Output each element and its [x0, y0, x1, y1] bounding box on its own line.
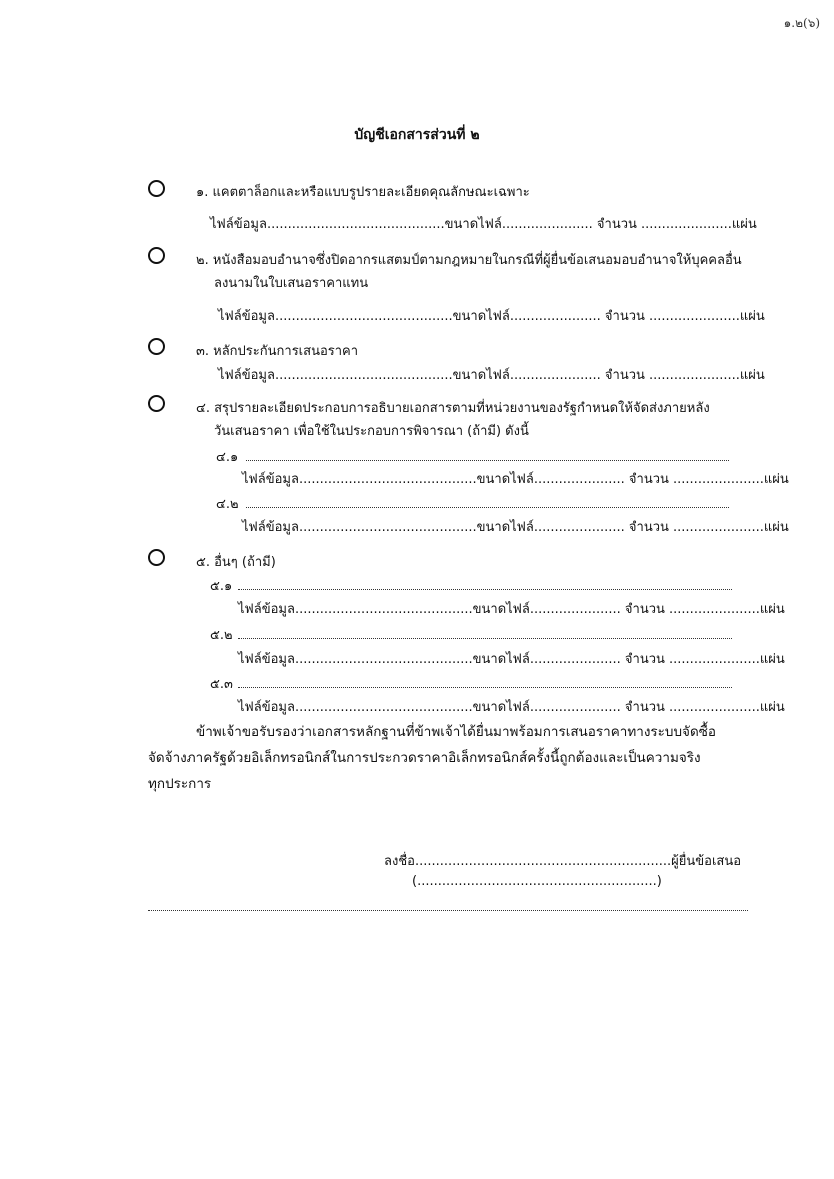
item-3-label: ๓. หลักประกันการเสนอราคา — [196, 344, 359, 359]
certification-line-3: ทุกประการ — [148, 776, 212, 792]
certification-line-2: จัดจ้างภาครัฐด้วยอิเล็กทรอนิกส์ในการประกวดราคาอิเล็กทรอนิกส์ครั้งนี้ถูกต้องและเป็นความจริง — [148, 750, 701, 766]
sub-item-4-2-blank — [246, 507, 729, 508]
item-4-label-line-1: ๔. สรุปรายละเอียดประกอบการอธิบายเอกสารตามที่หน่วยงานของรัฐกำหนดให้จัดส่งภายหลัง — [196, 401, 710, 416]
sub-item-4-2-file-line: ไฟล์ข้อมูล...........................................ขนาดไฟล์...................... จำนวน ......................แผ่น — [242, 520, 789, 535]
item-5-label: ๕. อื่นๆ (ถ้ามี) — [196, 555, 276, 570]
certification-line-1: ข้าพเจ้าขอรับรองว่าเอกสารหลักฐานที่ข้าพเจ้าได้ยื่นมาพร้อมการเสนอราคาทางระบบจัดซื้อ — [196, 724, 716, 740]
checkbox-circle-item-1[interactable] — [148, 180, 165, 197]
bottom-dotted-divider — [148, 910, 748, 911]
sub-item-5-1-file-line: ไฟล์ข้อมูล...........................................ขนาดไฟล์...................... จำนวน ......................แผ่น — [238, 602, 785, 617]
checkbox-circle-item-4[interactable] — [148, 395, 165, 412]
sub-item-4-2-number: ๔.๒ — [216, 497, 239, 512]
sub-item-5-1-blank — [238, 589, 732, 590]
item-4-label-line-2: วันเสนอราคา เพื่อใช้ในประกอบการพิจารณา (ถ้ามี) ดังนี้ — [214, 424, 529, 439]
sub-item-5-3-blank — [238, 687, 732, 688]
checkbox-circle-item-3[interactable] — [148, 338, 165, 355]
item-1-file-line: ไฟล์ข้อมูล...........................................ขนาดไฟล์...................... จำนวน ......................แผ่น — [210, 217, 757, 232]
sub-item-5-3-number: ๕.๓ — [210, 677, 233, 692]
page-number: ๑.๒(๖) — [783, 16, 820, 30]
checkbox-circle-item-5[interactable] — [148, 549, 165, 566]
checkbox-circle-item-2[interactable] — [148, 247, 165, 264]
sub-item-4-1-file-line: ไฟล์ข้อมูล...........................................ขนาดไฟล์...................... จำนวน ......................แผ่น — [242, 472, 789, 487]
item-2-label-line-1: ๒. หนังสือมอบอำนาจซึ่งปิดอากรแสตมป์ตามกฎหมายในกรณีที่ผู้ยื่นข้อเสนอมอบอำนาจให้บุคคลอื่น — [196, 253, 742, 268]
item-2-label-line-2: ลงนามในใบเสนอราคาแทน — [214, 276, 369, 291]
sub-item-5-3-file-line: ไฟล์ข้อมูล...........................................ขนาดไฟล์...................... จำนวน ......................แผ่น — [238, 700, 785, 715]
sub-item-4-1-number: ๔.๑ — [216, 450, 239, 465]
item-1-label: ๑. แคตตาล็อกและหรือแบบรูปรายละเอียดคุณลักษณะเฉพาะ — [196, 185, 530, 200]
sub-item-5-2-blank — [238, 638, 732, 639]
sub-item-4-1-blank — [246, 460, 729, 461]
sub-item-5-2-number: ๕.๒ — [210, 628, 233, 643]
document-title: บัญชีเอกสารส่วนที่ ๒ — [354, 127, 480, 143]
signature-line: ลงชื่อ..............................................................ผู้ยื่นข้อเสนอ — [384, 854, 742, 869]
signer-name-line: (..........................................................) — [412, 874, 662, 889]
item-3-file-line: ไฟล์ข้อมูล...........................................ขนาดไฟล์...................... จำนวน ......................แผ่น — [218, 368, 765, 383]
sub-item-5-2-file-line: ไฟล์ข้อมูล...........................................ขนาดไฟล์...................... จำนวน ......................แผ่น — [238, 652, 785, 667]
item-2-file-line: ไฟล์ข้อมูล...........................................ขนาดไฟล์...................... จำนวน ......................แผ่น — [218, 309, 765, 324]
sub-item-5-1-number: ๕.๑ — [210, 579, 233, 594]
